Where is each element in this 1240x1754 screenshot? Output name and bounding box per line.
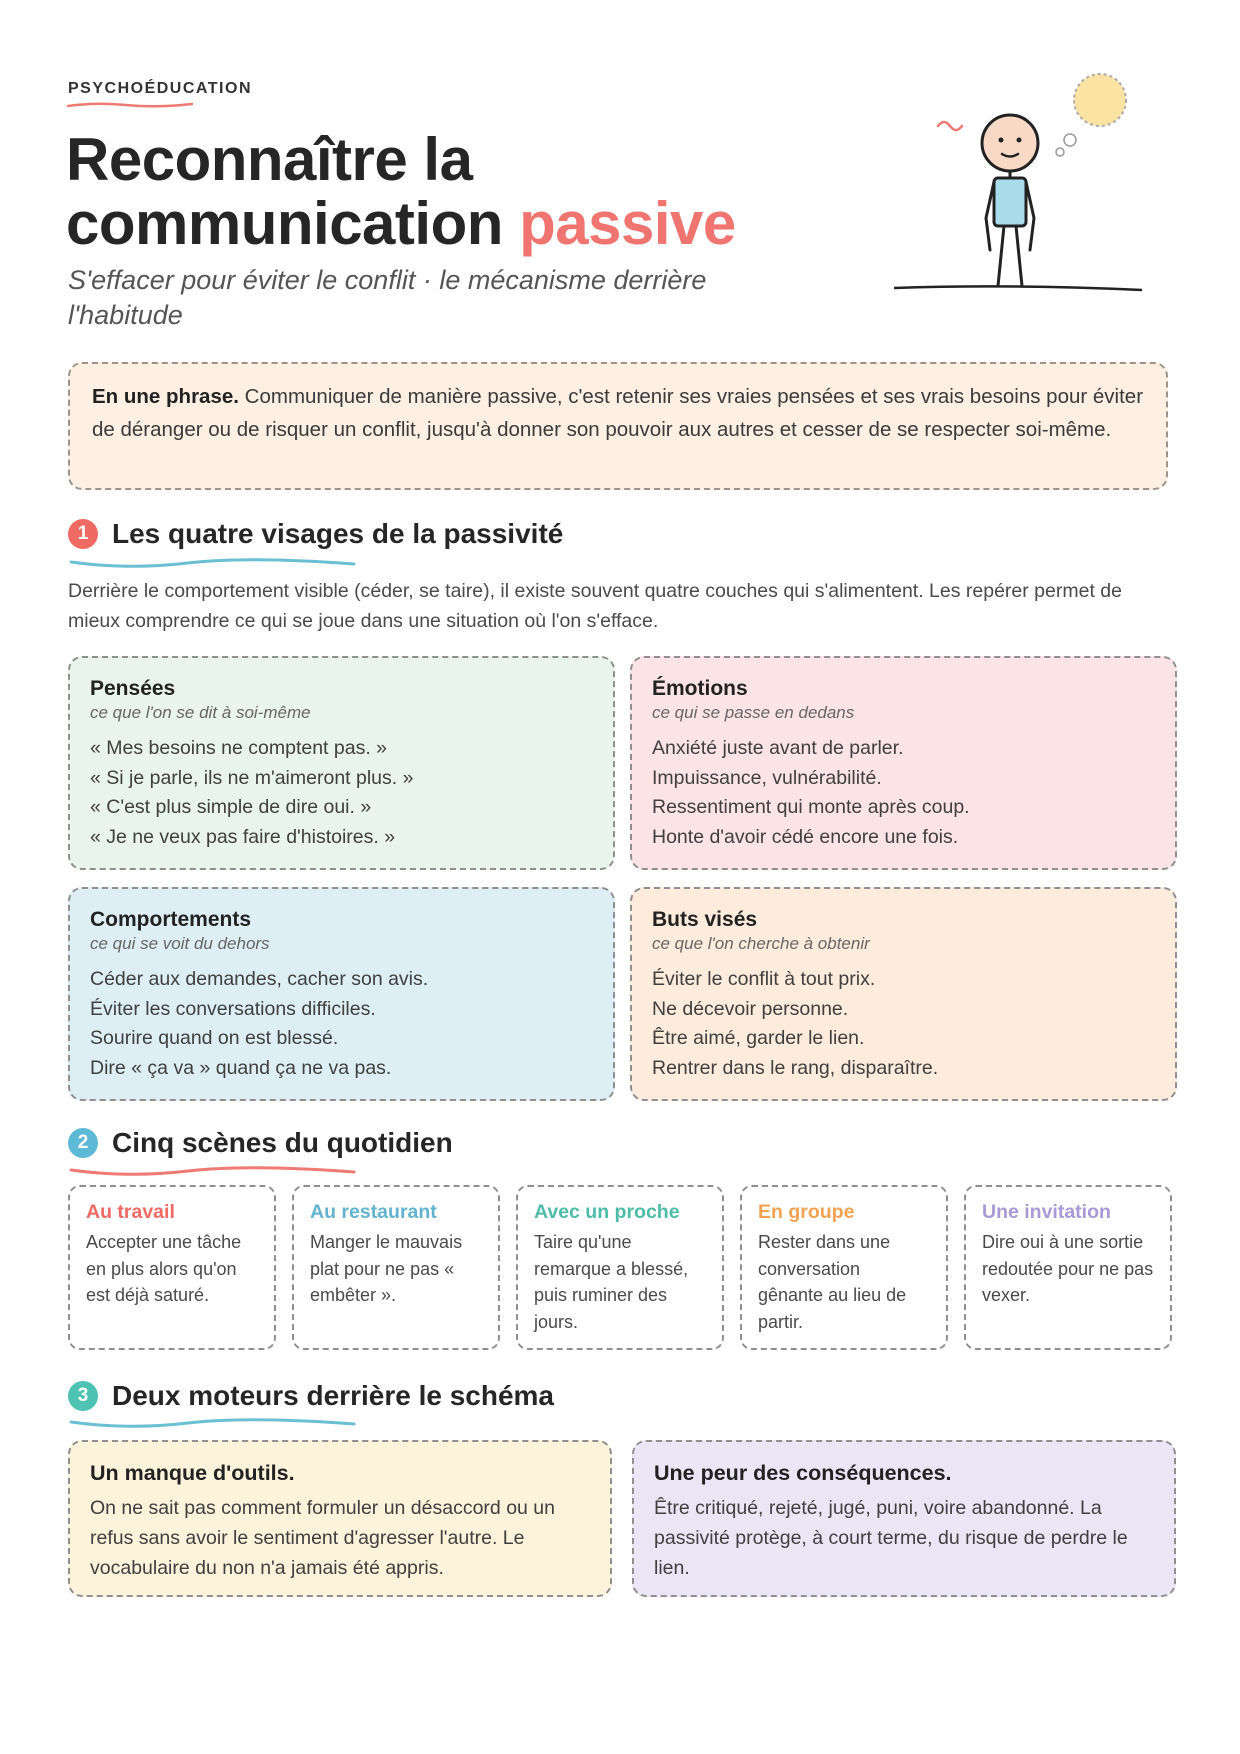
card-list — [652, 965, 1155, 1083]
list-item: Rentrer dans le rang, disparaître. — [652, 1056, 939, 1079]
motor-card-outils — [68, 1440, 612, 1597]
section-2-underline — [68, 1164, 358, 1178]
scene-card-proche — [516, 1185, 724, 1350]
scene-title: En groupe — [758, 1201, 855, 1223]
scene-title: Au restaurant — [310, 1201, 437, 1223]
card-list — [90, 965, 593, 1083]
section-1-underline — [68, 556, 358, 570]
kicker-label: PSYCHOÉDUCATION — [68, 80, 252, 97]
card-title: Émotions — [652, 677, 748, 700]
summary-lead: En une phrase. — [92, 385, 239, 408]
card-subtitle: ce que l'on cherche à obtenir — [652, 934, 870, 953]
scene-card-restaurant — [292, 1185, 500, 1350]
scene-card-invitation — [964, 1185, 1172, 1350]
section-1-title: Les quatre visages de la passivité — [112, 518, 564, 549]
card-title: Pensées — [90, 677, 176, 700]
list-item: « Mes besoins ne comptent pas. » — [90, 737, 388, 759]
page-subtitle: S'effacer pour éviter le conflit · le mécanisme derrière l'habitude — [68, 265, 707, 330]
list-item: « Je ne veux pas faire d'histoires. » — [90, 825, 396, 848]
section-3-number-badge: 3 — [68, 1381, 98, 1411]
motor-text: Être critiqué, rejeté, jugé, puni, voire abandonné. La passivité protège, à court terme, du risque de perdre le lien. — [654, 1497, 1128, 1579]
card-list — [652, 734, 1155, 852]
motor-card-peur — [632, 1440, 1176, 1597]
list-item: Sourire quand on est blessé. — [90, 1027, 339, 1049]
list-item: Éviter les conversations difficiles. — [90, 997, 376, 1020]
list-item: Honte d'avoir cédé encore une fois. — [652, 825, 959, 848]
stick-figure-illustration — [880, 70, 1160, 330]
section-1-heading — [68, 518, 563, 550]
card-list — [90, 734, 593, 852]
ground-line — [894, 286, 1142, 290]
list-item: « C'est plus simple de dire oui. » — [90, 796, 372, 818]
summary-box — [68, 362, 1168, 490]
list-item: Ne décevoir personne. — [652, 997, 849, 1020]
motor-title: Une peur des conséquences. — [654, 1461, 952, 1485]
scene-title: Une invitation — [982, 1201, 1111, 1223]
scene-title: Avec un proche — [534, 1201, 680, 1223]
card-title: Buts visés — [652, 908, 758, 931]
list-item: Être aimé, garder le lien. — [652, 1027, 865, 1049]
section-1-intro: Derrière le comportement visible (céder, se taire), il existe souvent quatre couches qui s'alimentent. Les repérer permet de mieux comprendre ce qui se joue dans une situation où l'on s'efface. — [68, 580, 1122, 632]
list-item: Dire « ça va » quand ça ne va pas. — [90, 1056, 392, 1079]
list-item: Ressentiment qui monte après coup. — [652, 796, 970, 818]
scene-text: Dire oui à une sortie redoutée pour ne pas vexer. — [982, 1232, 1154, 1305]
card-title: Comportements — [90, 908, 252, 931]
list-item: Anxiété juste avant de parler. — [652, 737, 904, 759]
scene-text: Manger le mauvais plat pour ne pas « embêter ». — [310, 1232, 463, 1305]
scene-text: Rester dans une conversation gênante au lieu de partir. — [758, 1232, 907, 1332]
squiggle-mark-icon — [938, 122, 962, 130]
person-icon — [982, 115, 1038, 286]
title-accent: passive — [519, 190, 736, 257]
card-comportements — [68, 887, 615, 1101]
thought-bubbles-icon — [1064, 134, 1076, 146]
card-subtitle: ce qui se voit du dehors — [90, 934, 270, 953]
thought-bubble-small-icon — [1056, 148, 1064, 156]
section-2-title: Cinq scènes du quotidien — [112, 1127, 453, 1158]
page-title — [66, 128, 736, 256]
section-3-underline — [68, 1416, 358, 1430]
section-2-number-badge: 2 — [68, 1128, 98, 1158]
card-emotions — [630, 656, 1177, 870]
scene-text: Accepter une tâche en plus alors qu'on est déjà saturé. — [86, 1232, 242, 1305]
list-item: Impuissance, vulnérabilité. — [652, 766, 882, 789]
card-buts-vises — [630, 887, 1177, 1101]
summary-text: Communiquer de manière passive, c'est retenir ses vraies pensées et ses vrais besoins pour éviter de déranger ou de risquer un conflit, jusqu'à donner son pouvoir aux autres et cesser de se respecter soi-même. — [92, 385, 1144, 441]
section-1-number-badge: 1 — [68, 519, 98, 549]
scene-card-groupe — [740, 1185, 948, 1350]
section-2-heading — [68, 1127, 453, 1159]
card-subtitle: ce que l'on se dit à soi-même — [90, 703, 311, 722]
motor-title: Un manque d'outils. — [90, 1461, 295, 1485]
scene-text: Taire qu'une remarque a blessé, puis ruminer des jours. — [534, 1232, 689, 1332]
scene-title: Au travail — [86, 1201, 175, 1223]
list-item: Céder aux demandes, cacher son avis. — [90, 968, 429, 990]
section-3-heading — [68, 1380, 554, 1412]
title-line-2: communication — [66, 190, 520, 257]
motor-text: On ne sait pas comment formuler un désaccord ou un refus sans avoir le sentiment d'agresser l'autre. Le vocabulaire du non n'a jamais été appris. — [90, 1497, 555, 1579]
sun-icon — [1074, 74, 1126, 126]
title-line-1: Reconnaître la — [66, 126, 473, 193]
card-subtitle: ce qui se passe en dedans — [652, 703, 855, 722]
list-item: « Si je parle, ils ne m'aimeront plus. » — [90, 766, 414, 789]
section-3-title: Deux moteurs derrière le schéma — [112, 1380, 554, 1411]
list-item: Éviter le conflit à tout prix. — [652, 968, 876, 990]
kicker-underline — [66, 100, 196, 110]
scene-card-travail — [68, 1185, 276, 1350]
card-pensees — [68, 656, 615, 870]
